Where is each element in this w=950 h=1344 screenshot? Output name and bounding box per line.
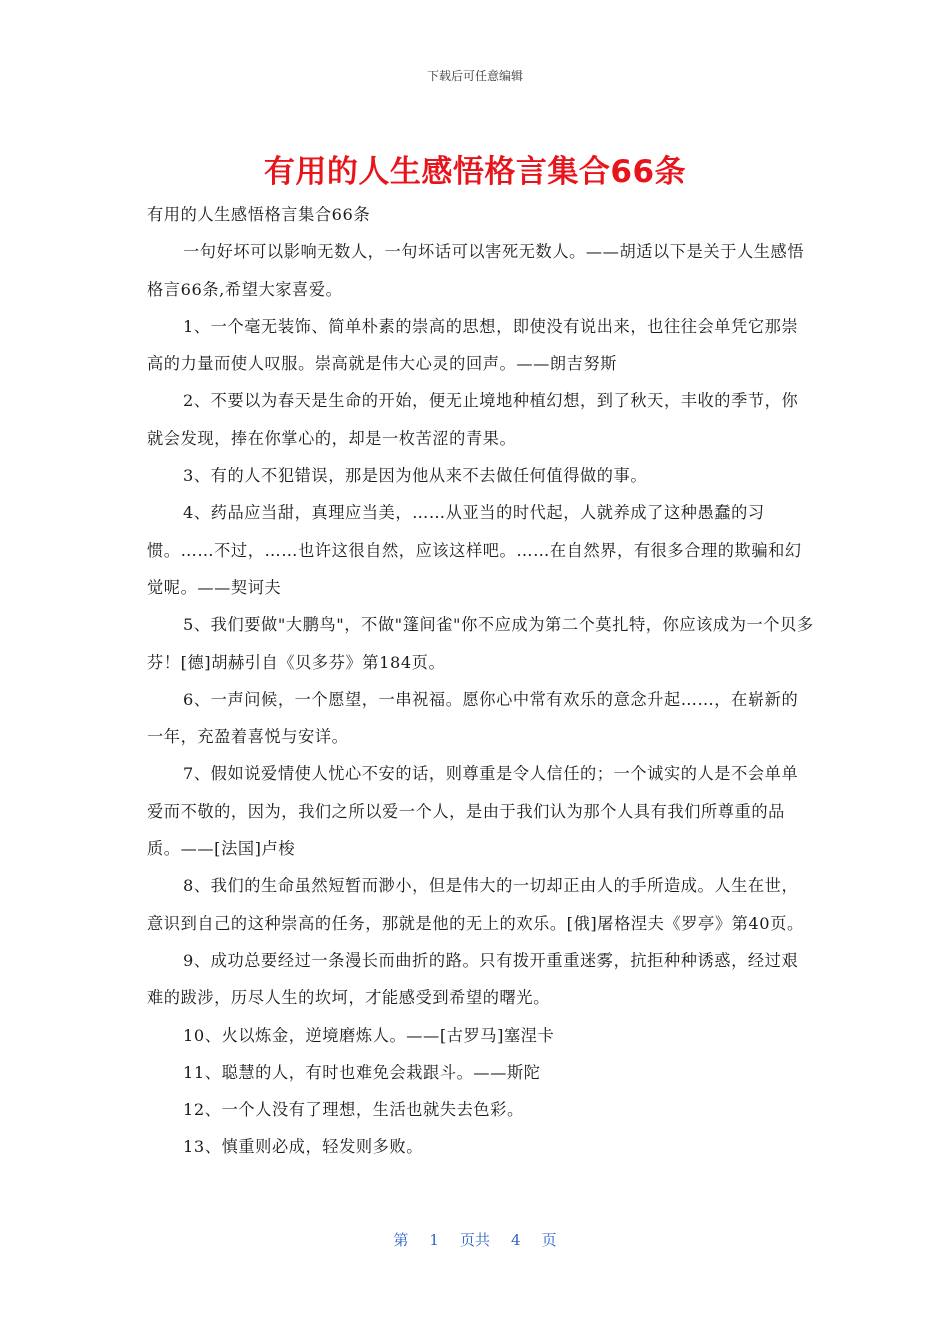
paragraph-2: 2、不要以为春天是生命的开始，便无止境地种植幻想，到了秋天，丰收的季节，你就会发现，捧在你掌心的，却是一枚苦涩的青果。	[147, 391, 799, 448]
paragraph-6: 6、一声问候，一个愿望，一串祝福。愿你心中常有欢乐的意念升起……，在崭新的一年，充盈着喜悦与安详。	[147, 689, 799, 747]
footer-page-label: 第	[393, 1231, 409, 1249]
page-footer	[0, 1229, 950, 1250]
subtitle-line: 有用的人生感悟格言集合66条	[147, 205, 371, 224]
paragraph-10: 10、火以炼金，逆境磨炼人。——[古罗马]塞涅卡	[183, 1025, 555, 1045]
footer-end-label: 页	[541, 1231, 557, 1249]
paragraph-9: 9、成功总要经过一条漫长而曲折的路。只有拨开重重迷雾，抗拒种种诱惑，经过艰难的跋涉，历尽人生的坎坷，才能感受到希望的曙光。	[147, 950, 799, 1008]
paragraph-5: 5、我们要做"大鹏鸟"，不做"篷间雀"你不应成为第二个莫扎特，你应该成为一个贝多芬！[德]胡赫引自《贝多芬》第184页。	[147, 615, 814, 672]
footer-total-pages: 4	[511, 1231, 521, 1249]
footer-of-label: 页共	[459, 1231, 490, 1249]
paragraph-11: 11、聪慧的人，有时也难免会栽跟斗。——斯陀	[183, 1062, 541, 1082]
paragraph-intro: 一句好坏可以影响无数人，一句坏话可以害死无数人。——胡适以下是关于人生感悟格言66条,希望大家喜爱。	[147, 242, 805, 299]
footer-page-number: 1	[429, 1231, 439, 1249]
paragraph-12: 12、一个人没有了理想，生活也就失去色彩。	[183, 1100, 524, 1120]
page-header-note: 下载后可任意编辑	[426, 69, 523, 83]
paragraph-7: 7、假如说爱情使人忧心不安的话，则尊重是令人信任的；一个诚实的人是不会单单爱而不敬的，因为，我们之所以爱一个人，是由于我们认为那个人具有我们所尊重的品质。——[法国]卢梭	[147, 764, 799, 859]
document-title: 有用的人生感悟格言集合66条	[263, 154, 687, 190]
document-body	[147, 196, 815, 1166]
paragraph-4: 4、药品应当甜，真理应当美，……从亚当的时代起，人就养成了这种愚蠢的习惯。……不过，……也许这很自然，应该这样吧。……在自然界，有很多合理的欺骗和幻觉呢。——契诃夫	[147, 503, 802, 597]
paragraph-8: 8、我们的生命虽然短暂而渺小，但是伟大的一切却正由人的手所造成。人生在世，意识到自己的这种崇高的任务，那就是他的无上的欢乐。[俄]屠格涅夫《罗亭》第40页。	[147, 876, 804, 933]
paragraph-3: 3、有的人不犯错误，那是因为他从来不去做任何值得做的事。	[183, 466, 648, 486]
paragraph-1: 1、一个毫无装饰、简单朴素的崇高的思想，即使没有说出来，也往往会单凭它那崇高的力量而使人叹服。崇高就是伟大心灵的回声。——朗吉努斯	[147, 316, 799, 374]
paragraph-13: 13、慎重则必成，轻发则多败。	[183, 1137, 424, 1157]
